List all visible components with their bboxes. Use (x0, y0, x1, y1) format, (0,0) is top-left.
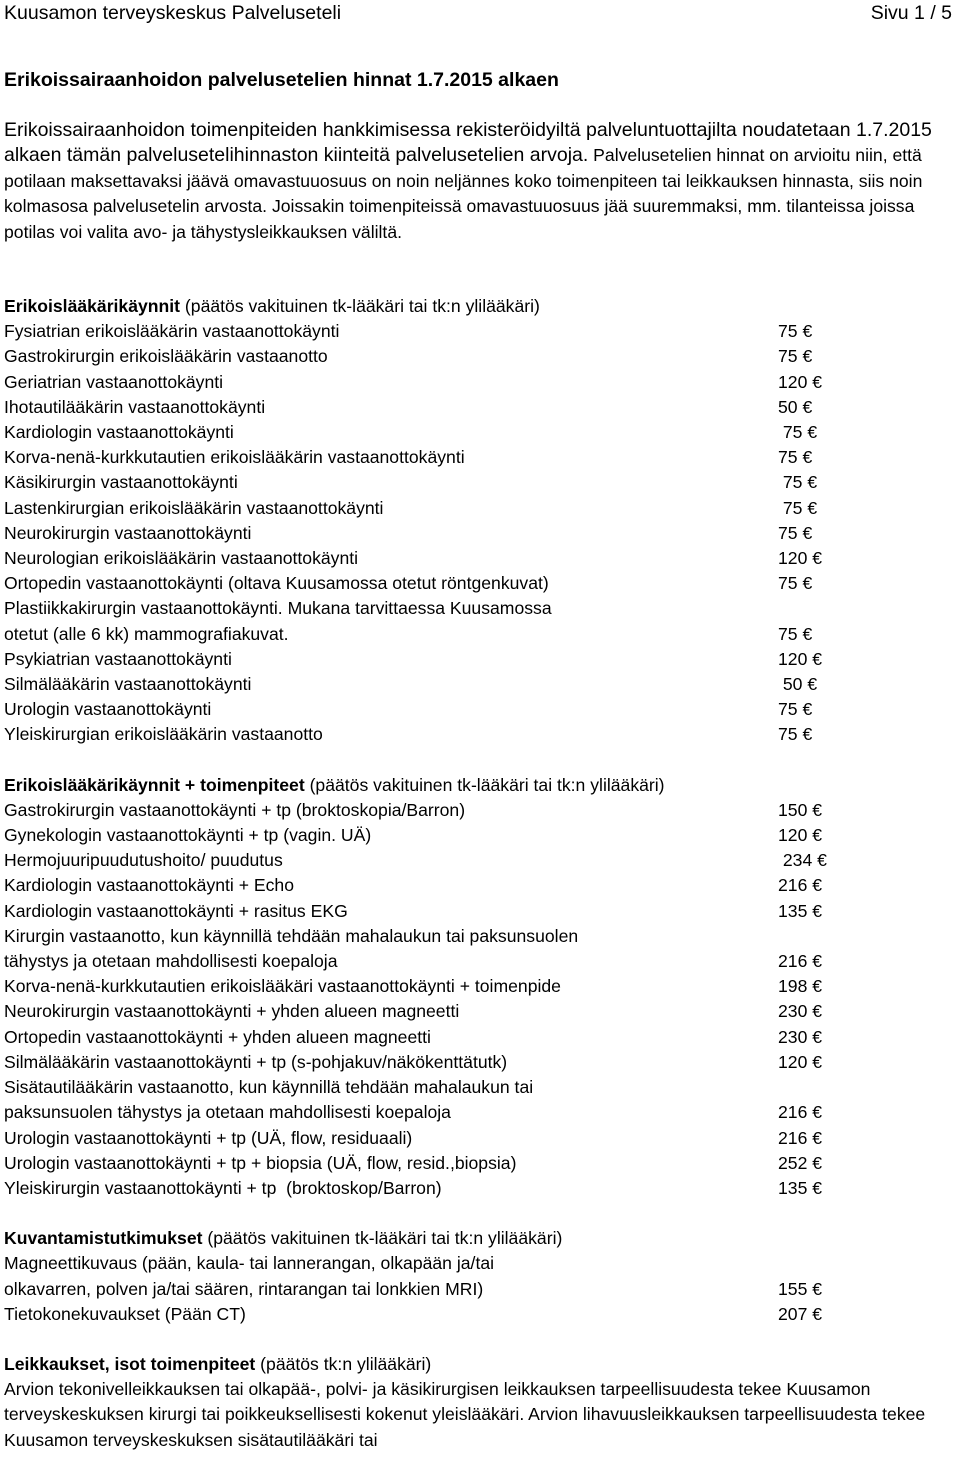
price-row (4, 370, 956, 395)
service-price: 230 € (778, 1001, 823, 1022)
service-name: Plastiikkakirurgin vastaanottokäynti. Mukana tarvittaessa Kuusamossa (4, 598, 552, 619)
service-name: Ortopedin vastaanottokäynti + yhden alueen magneetti (4, 1026, 431, 1047)
price-row (4, 722, 956, 747)
price-row (4, 1277, 956, 1302)
service-price: 75 € (778, 346, 813, 367)
surgery-section (4, 1352, 956, 1453)
price-sections (4, 294, 956, 1478)
section-note: (päätös tk:n ylilääkäri) (255, 1353, 432, 1374)
service-name: Silmälääkärin vastaanottokäynti + tp (s-pohjakuv/näkökenttätutk) (4, 1051, 508, 1072)
section-note: (päätös vakituinen tk-lääkäri tai tk:n ylilääkäri) (304, 774, 665, 795)
section-heading (4, 773, 956, 798)
service-price: 135 € (778, 1177, 823, 1198)
price-row (4, 395, 956, 420)
price-section (4, 294, 956, 748)
price-row (4, 823, 956, 848)
service-price: 216 € (778, 1102, 823, 1123)
service-price: 230 € (778, 1026, 823, 1047)
price-row (4, 546, 956, 571)
service-price: 75 € (778, 724, 813, 745)
section-note: (päätös vakituinen tk-lääkäri tai tk:n ylilääkäri) (180, 296, 540, 316)
service-name: Korva-nenä-kurkkutautien erikoislääkäri vastaanottokäynti + toimenpide (4, 976, 561, 997)
service-name: Yleiskirurgin vastaanottokäynti + tp (broktoskop/Barron) (4, 1177, 442, 1198)
service-name: Geriatrian vastaanottokäynti (4, 371, 224, 392)
price-row (4, 1025, 956, 1050)
service-name: olkavarren, polven ja/tai säären, rintarangan tai lonkkien MRI) (4, 1278, 484, 1299)
service-name: Gastrokirurgin vastaanottokäynti + tp (broktoskopia/Barron) (4, 799, 466, 820)
service-name: Käsikirurgin vastaanottokäynti (4, 472, 238, 493)
price-row (4, 647, 956, 672)
price-row (4, 470, 956, 495)
service-price: 50 € (778, 674, 818, 695)
service-name: Lastenkirurgian erikoislääkärin vastaanottokäynti (4, 497, 384, 518)
service-price: 75 € (778, 699, 813, 720)
service-name: Sisätautilääkärin vastaanotto, kun käynnillä tehdään mahalaukun tai (4, 1077, 534, 1098)
service-name: Kardiologin vastaanottokäynti + rasitus EKG (4, 900, 348, 921)
service-price: 234 € (778, 850, 827, 871)
intro-text-1: Erikoissairaanhoidon toimenpiteiden hankkimisessa rekisteröidyiltä palveluntuottajilta noudatetaan 1.7.2015 alkaen tämän palvelusetelihinnaston kiinteitä palvelusetelien arvoja. (4, 119, 932, 167)
section-heading (4, 294, 956, 319)
service-price: 75 € (778, 422, 818, 443)
service-name: Tietokonekuvaukset (Pään CT) (4, 1303, 246, 1324)
service-price: 155 € (778, 1278, 823, 1299)
service-name: Neurologian erikoislääkärin vastaanottokäynti (4, 548, 359, 569)
price-row (4, 445, 956, 470)
section-title: Leikkaukset, isot toimenpiteet (4, 1353, 256, 1374)
price-row (4, 899, 956, 924)
price-row (4, 596, 956, 621)
price-row (4, 1100, 956, 1125)
service-price: 252 € (778, 1152, 823, 1173)
service-name: Ihotautilääkärin vastaanottokäynti (4, 396, 266, 417)
service-name: Hermojuuripuudutushoito/ puudutus (4, 850, 283, 871)
price-row (4, 622, 956, 647)
section-note: (päätös vakituinen tk-lääkäri tai tk:n ylilääkäri) (202, 1228, 563, 1249)
service-price: 216 € (778, 951, 823, 972)
service-price: 120 € (778, 371, 823, 392)
price-row (4, 798, 956, 823)
price-row (4, 1176, 956, 1201)
service-name: Kirurgin vastaanotto, kun käynnillä tehdään mahalaukun tai paksunsuolen (4, 925, 579, 946)
service-name: Magneettikuvaus (pään, kaula- tai lannerangan, olkapään ja/tai (4, 1253, 495, 1274)
price-row (4, 1050, 956, 1075)
service-price: 75 € (778, 472, 818, 493)
price-row (4, 496, 956, 521)
price-row (4, 1151, 956, 1176)
price-row (4, 697, 956, 722)
price-list (4, 294, 956, 1327)
service-name: otetut (alle 6 kk) mammografiakuvat. (4, 623, 289, 644)
service-name: Urologin vastaanottokäynti (4, 699, 212, 720)
section-heading (4, 1352, 956, 1377)
service-price: 120 € (778, 825, 823, 846)
price-row (4, 1302, 956, 1327)
service-name: Gastrokirurgin erikoislääkärin vastaanotto (4, 346, 328, 367)
service-price: 120 € (778, 1051, 823, 1072)
price-row (4, 1126, 956, 1151)
service-price: 75 € (778, 447, 813, 468)
section-heading (4, 1226, 956, 1251)
price-row (4, 873, 956, 898)
service-name: Kardiologin vastaanottokäynti + Echo (4, 875, 294, 896)
service-name: tähystys ja otetaan mahdollisesti koepaloja (4, 951, 338, 972)
price-row (4, 672, 956, 697)
service-price: 50 € (778, 396, 813, 417)
service-price: 120 € (778, 548, 823, 569)
service-name: Ortopedin vastaanottokäynti (oltava Kuusamossa otetut röntgenkuvat) (4, 573, 549, 594)
service-price: 75 € (778, 522, 813, 543)
price-row (4, 420, 956, 445)
service-name: Yleiskirurgian erikoislääkärin vastaanotto (4, 724, 323, 745)
service-price: 75 € (778, 321, 813, 342)
price-row (4, 1075, 956, 1100)
service-name: Kardiologin vastaanottokäynti (4, 422, 234, 443)
service-price: 150 € (778, 799, 823, 820)
service-price: 120 € (778, 648, 823, 669)
section-title: Kuvantamistutkimukset (4, 1228, 203, 1249)
service-price: 75 € (778, 573, 813, 594)
service-name: Urologin vastaanottokäynti + tp + biopsia (UÄ, flow, resid.,biopsia) (4, 1152, 517, 1173)
service-name: paksunsuolen tähystys ja otetaan mahdollisesti koepaloja (4, 1102, 451, 1123)
price-row (4, 949, 956, 974)
intro-paragraph (4, 118, 956, 245)
price-row (4, 571, 956, 596)
service-name: Psykiatrian vastaanottokäynti (4, 648, 232, 669)
service-name: Urologin vastaanottokäynti + tp (UÄ, flow, residuaali) (4, 1127, 413, 1148)
section-paragraph: Arvion tekonivelleikkauksen tai olkapää-, polvi- ja käsikirurgisen leikkauksen tarpeellisuudesta tekee Kuusamon terveyskeskuksen kirurgi tai poikkeuksellisesti kokenut yleislääkäri. Arvion lihavuusleikkauksen tarpeellisuudesta tekee Kuusamon terveyskeskuksen sisätautilääkäri tai (4, 1379, 926, 1450)
service-price: 75 € (778, 623, 813, 644)
price-section (4, 773, 956, 1201)
price-row (4, 924, 956, 949)
service-price: 207 € (778, 1303, 823, 1324)
document-title: Erikoissairaanhoidon palvelusetelien hinnat 1.7.2015 alkaen (4, 69, 559, 91)
price-row (4, 319, 956, 344)
section-title: Erikoislääkärikäynnit (4, 296, 181, 316)
intro-text-2: Palvelusetelien hinnat on arvioitu niin, että potilaan maksettavaksi jäävä omavastuuosuus on noin neljännes koko toimenpiteen tai leikkauksen hinnasta, siis noin kolmasosa palvelusetelin arvosta. Joissakin toimenpiteissä omavastuuosuus jää suuremmaksi, mm. tilanteissa joissa potilas voi valita avo- ja tähystysleikkauksen väliltä. (4, 145, 923, 242)
service-name: Silmälääkärin vastaanottokäynti (4, 674, 252, 695)
price-row (4, 344, 956, 369)
service-name: Fysiatrian erikoislääkärin vastaanottokäynti (4, 321, 340, 342)
service-price: 135 € (778, 900, 823, 921)
organization-name: Kuusamon terveyskeskus Palveluseteli (4, 2, 342, 24)
price-row (4, 848, 956, 873)
page-header (4, 0, 952, 28)
service-name: Gynekologin vastaanottokäynti + tp (vagin. UÄ) (4, 825, 372, 846)
price-row (4, 999, 956, 1024)
section-title: Erikoislääkärikäynnit + toimenpiteet (4, 774, 305, 795)
service-price: 216 € (778, 875, 823, 896)
service-name: Neurokirurgin vastaanottokäynti (4, 522, 252, 543)
price-row (4, 974, 956, 999)
service-price: 75 € (778, 497, 818, 518)
price-section (4, 1226, 956, 1327)
price-row (4, 1251, 956, 1276)
price-row (4, 521, 956, 546)
page-number: Sivu 1 / 5 (870, 2, 952, 24)
service-price: 198 € (778, 976, 823, 997)
service-price: 216 € (778, 1127, 823, 1148)
service-name: Korva-nenä-kurkkutautien erikoislääkärin vastaanottokäynti (4, 447, 465, 468)
service-name: Neurokirurgin vastaanottokäynti + yhden alueen magneetti (4, 1001, 460, 1022)
